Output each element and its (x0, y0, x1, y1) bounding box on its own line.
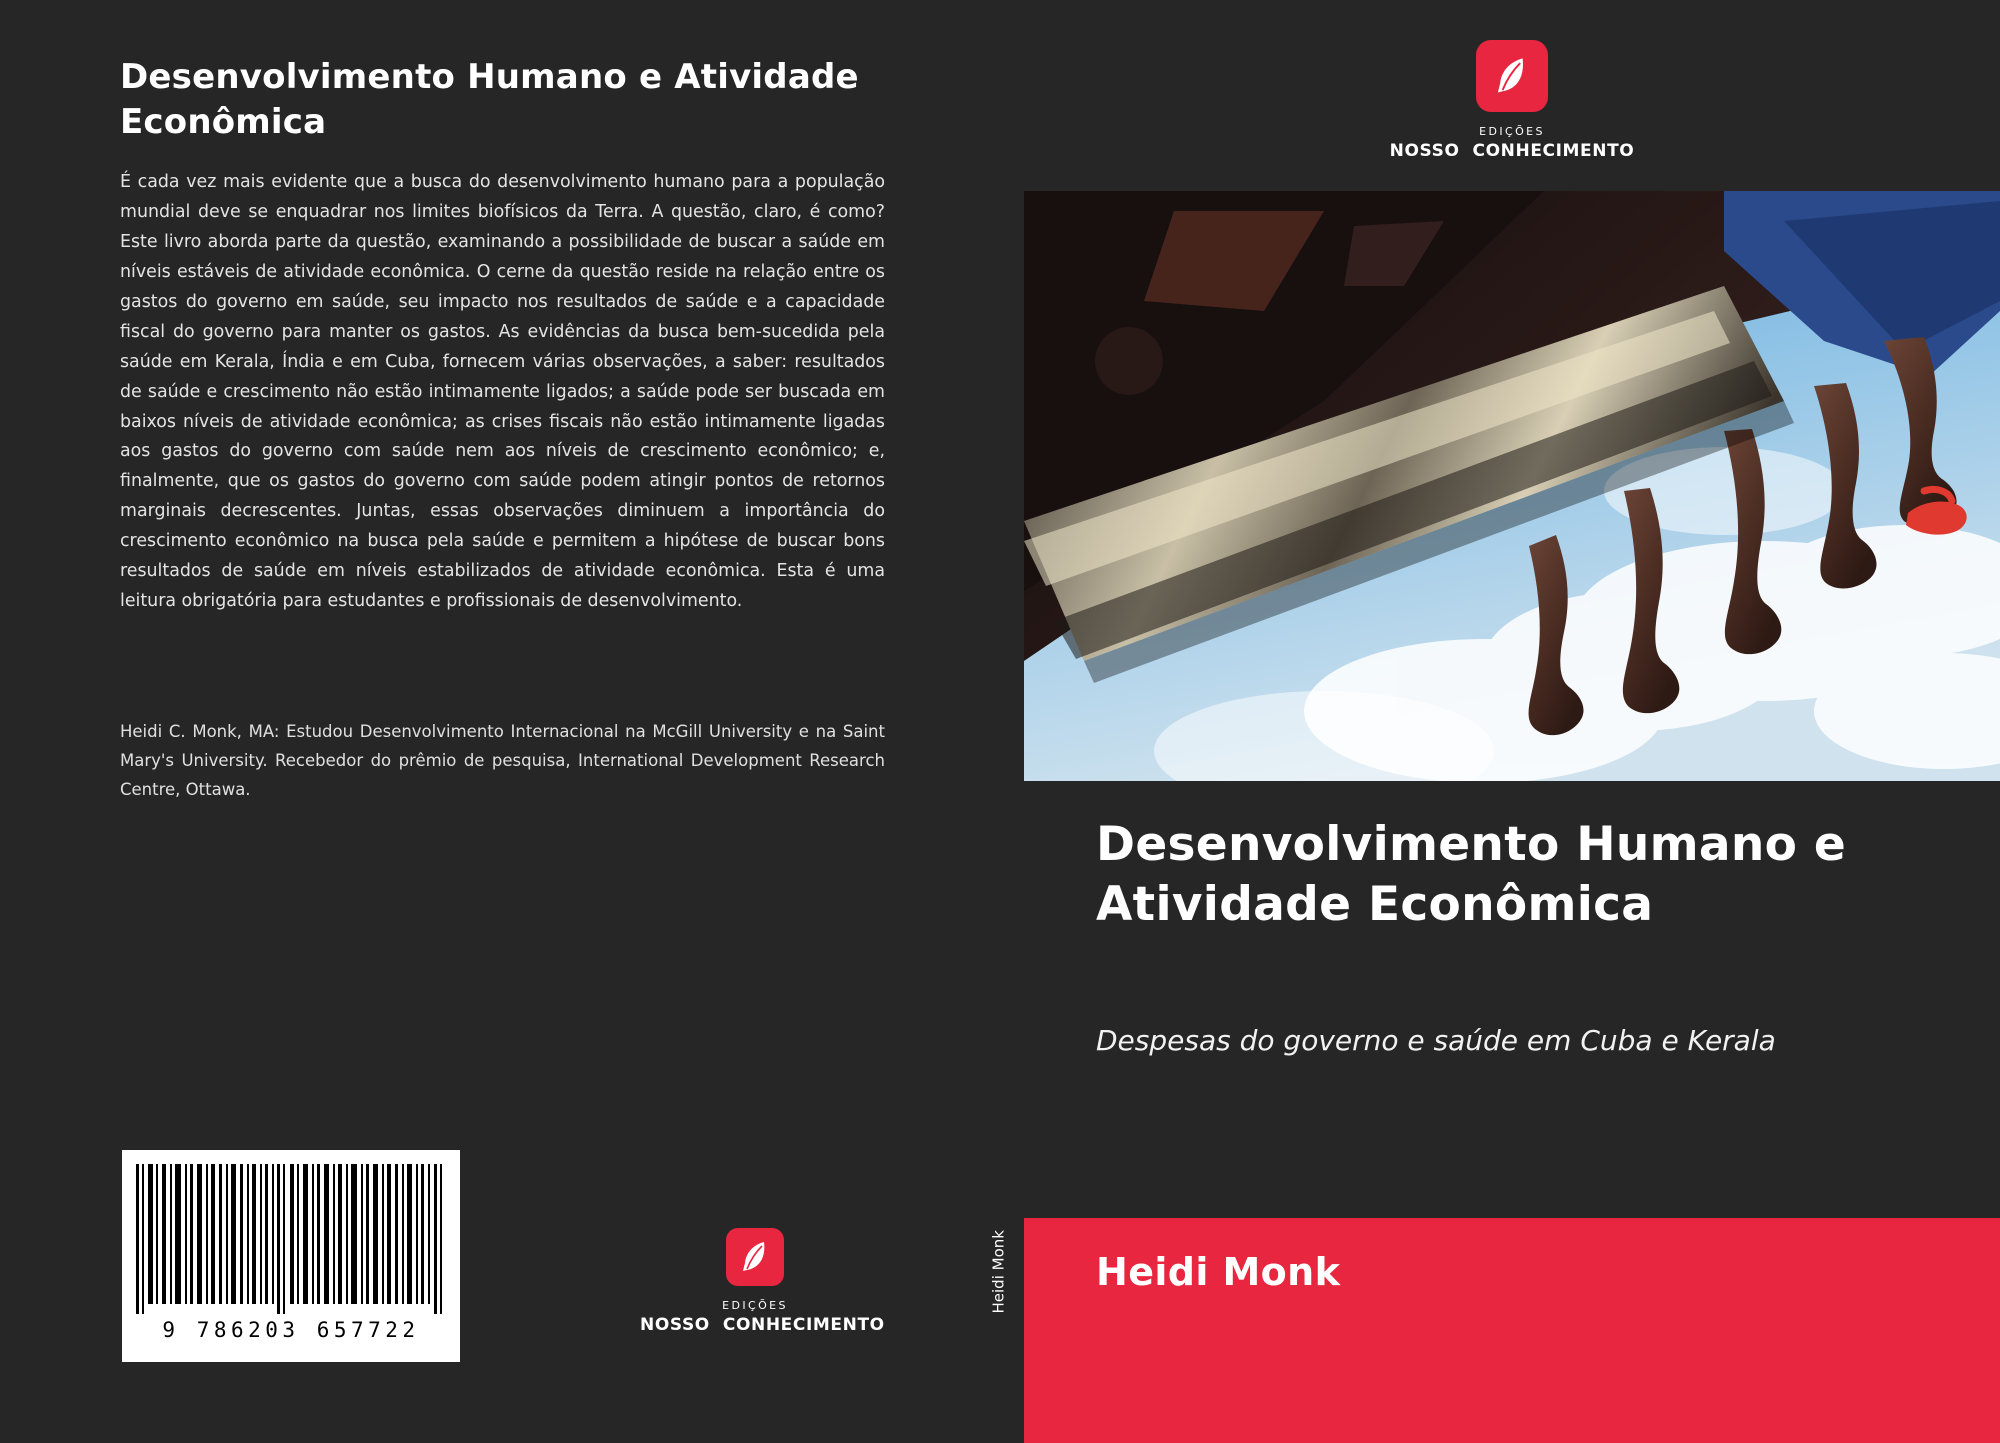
feather-quill-icon (726, 1228, 784, 1286)
spine-author: Heidi Monk (989, 1230, 1008, 1314)
back-cover-blurb: É cada vez mais evidente que a busca do desenvolvimento humano para a população mundial deve se enquadrar nos limites biofísicos da Terra. A questão, claro, é como? Este livro aborda parte da questão, examinando a possibilidade de buscar a saúde em níveis estáveis de atividade econômica. O cerne da questão reside na relação entre os gastos do governo em saúde, seu impacto nos resultados de saúde e a capacidade fiscal do governo para manter os gastos. As evidências da busca bem-sucedida pela saúde em Kerala, Índia e em Cuba, fornecem várias observações, a saber: resultados de saúde e crescimento não estão intimamente ligados; a saúde pode ser buscada em baixos níveis de atividade econômica; as crises fiscais não estão intimamente ligadas aos gastos do governo com saúde nem aos níveis de crescimento econômico; e, finalmente, que os gastos do governo com saúde podem atingir pontos de retornos marginais decrescentes. Juntas, essas observações diminuem a importância do crescimento econômico na busca pela saúde e permitem a hipótese de buscar bons resultados de saúde em níveis estabilizados de atividade econômica. Esta é uma leitura obrigatória para estudantes e profissionais de desenvolvimento. (120, 172, 885, 612)
front-cover-title: Desenvolvimento Humano e Atividade Econômica (1096, 817, 1847, 933)
feather-quill-icon (1476, 40, 1548, 112)
front-cover-subtitle: Despesas do governo e saúde em Cuba e Kerala (1096, 1024, 1776, 1057)
back-cover-title: Desenvolvimento Humano e Atividade Econômica (120, 57, 859, 142)
publisher-name: NOSSO CONHECIMENTO (1389, 141, 1635, 161)
feather-quill-glyph (740, 1240, 770, 1274)
publisher-edicoes-label: EDIÇÕES (722, 1299, 788, 1312)
feather-quill-glyph (1494, 56, 1530, 96)
front-cover (1024, 0, 2000, 1443)
cover-photo (1024, 191, 2000, 781)
barcode-bars-icon (134, 1164, 448, 1314)
spine (975, 0, 1024, 1443)
cover-photo-illustration (1024, 191, 2000, 781)
barcode (122, 1150, 460, 1362)
publisher-name: NOSSO CONHECIMENTO (640, 1315, 885, 1335)
front-cover-header (1024, 0, 2000, 191)
barcode-number: 9 786203 657722 (162, 1318, 420, 1342)
author-band (1024, 1218, 2000, 1443)
front-cover-author: Heidi Monk (1096, 1250, 1341, 1294)
publisher-edicoes-label: EDIÇÕES (1479, 125, 1545, 138)
publisher-logo-front (1362, 40, 1662, 161)
publisher-logo-back (640, 1228, 885, 1335)
back-cover-author-bio: Heidi C. Monk, MA: Estudou Desenvolvimento Internacional na McGill University e na Saint Mary's University. Recebedor do prêmio de pesquisa, International Development Research Centre, Ottawa. (120, 722, 885, 799)
back-cover (0, 0, 975, 1443)
